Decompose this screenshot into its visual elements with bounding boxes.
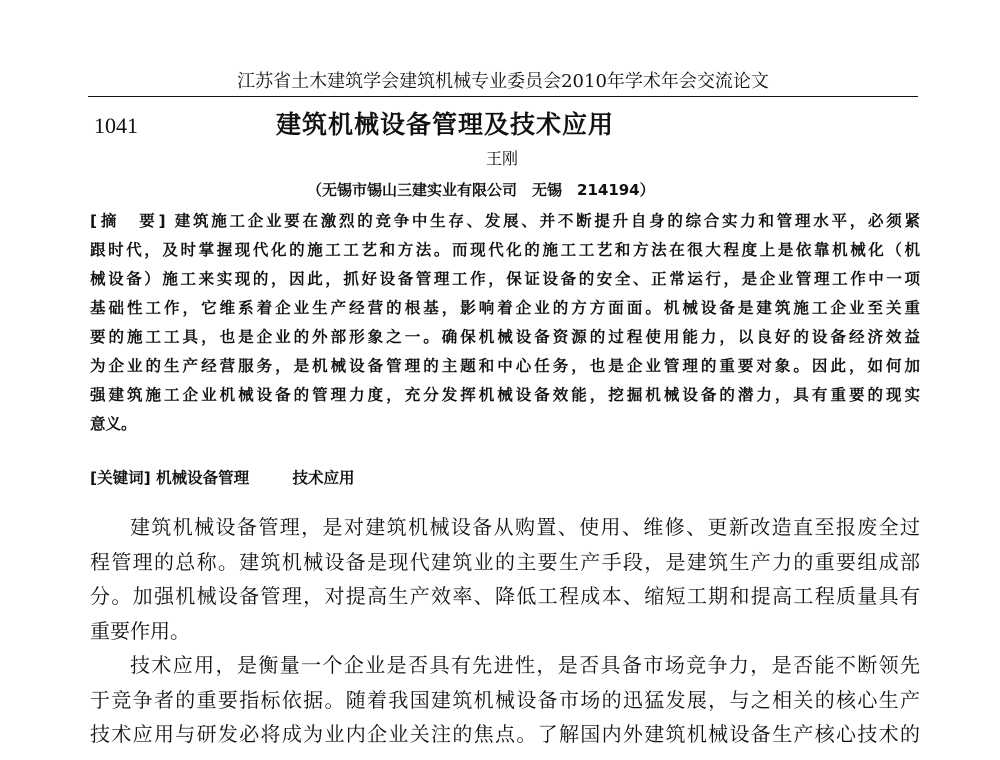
body-p1-line-1: 建筑机械设备管理，是对建筑机械设备从购置、使用、维修、更新改造直至报废全过 xyxy=(130,515,920,539)
abstract-line-7: 强建筑施工企业机械设备的管理力度，充分发挥机械设备效能，挖掘机械设备的潜力，具有重要的现实 xyxy=(90,386,920,404)
keywords xyxy=(90,466,393,490)
body-p1-line-2: 程管理的总称。建筑机械设备是现代建筑业的主要生产手段，是建筑生产力的重要组成部 xyxy=(90,549,920,574)
author-affiliation: （无锡市锡山三建实业有限公司 无锡 214194） xyxy=(307,181,655,199)
body-p1-line-4: 重要作用。 xyxy=(90,618,190,643)
abstract-line-1-text: 建筑施工企业要在激烈的竞争中生存、发展、并不断提升自身的综合实力和管理水平，必须紧 xyxy=(174,212,920,230)
abstract-line-5: 要的施工工具，也是企业的外部形象之一。确保机械设备资源的过程使用能力，以良好的设备经济效益 xyxy=(90,328,920,346)
running-header: 江苏省土木建筑学会建筑机械专业委员会2010年学术年会交流论文 xyxy=(237,71,769,92)
abstract-line-6: 为企业的生产经营服务，是机械设备管理的主题和中心任务，也是企业管理的重要对象。因此，如何加 xyxy=(90,357,920,375)
abstract-line-2: 跟时代，及时掌握现代化的施工工艺和方法。而现代化的施工工艺和方法在很大程度上是依靠机械化（机 xyxy=(90,241,920,259)
abstract-label: [摘 要] xyxy=(90,212,167,230)
body-p1-line-3: 分。加强机械设备管理，对提高生产效率、降低工程成本、缩短工期和提高工程质量具有 xyxy=(90,584,920,608)
author-name: 王刚 xyxy=(486,149,519,168)
abstract xyxy=(90,207,920,439)
body-p2-line-1: 技术应用，是衡量一个企业是否具有先进性，是否具备市场竞争力，是否能不断领先 xyxy=(130,653,920,677)
keywords-label: [关键词] xyxy=(90,469,151,487)
abstract-line-3: 械设备）施工来实现的，因此，抓好设备管理工作，保证设备的安全、正常运行，是企业管理工作中一项 xyxy=(90,270,920,288)
body-p2-line-2: 于竞争者的重要指标依据。随着我国建筑机械设备市场的迅猛发展，与之相关的核心生产 xyxy=(90,687,920,712)
keyword-item: 机械设备管理 xyxy=(156,469,250,487)
keyword-item: 技术应用 xyxy=(292,469,355,487)
abstract-line-4: 基础性工作，它维系着企业生产经营的根基，影响着企业的方方面面。机械设备是建筑施工企业至关重 xyxy=(90,299,920,317)
body-text xyxy=(90,510,920,752)
abstract-line-1 xyxy=(90,207,920,236)
abstract-line-8: 意义。 xyxy=(90,415,137,433)
paper-number: 1041 xyxy=(94,113,138,138)
paper-title: 建筑机械设备管理及技术应用 xyxy=(276,110,615,139)
header-rule xyxy=(88,96,918,97)
body-p2-line-3: 技术应用与研发必将成为业内企业关注的焦点。了解国内外建筑机械设备生产核心技术的 xyxy=(90,722,920,746)
